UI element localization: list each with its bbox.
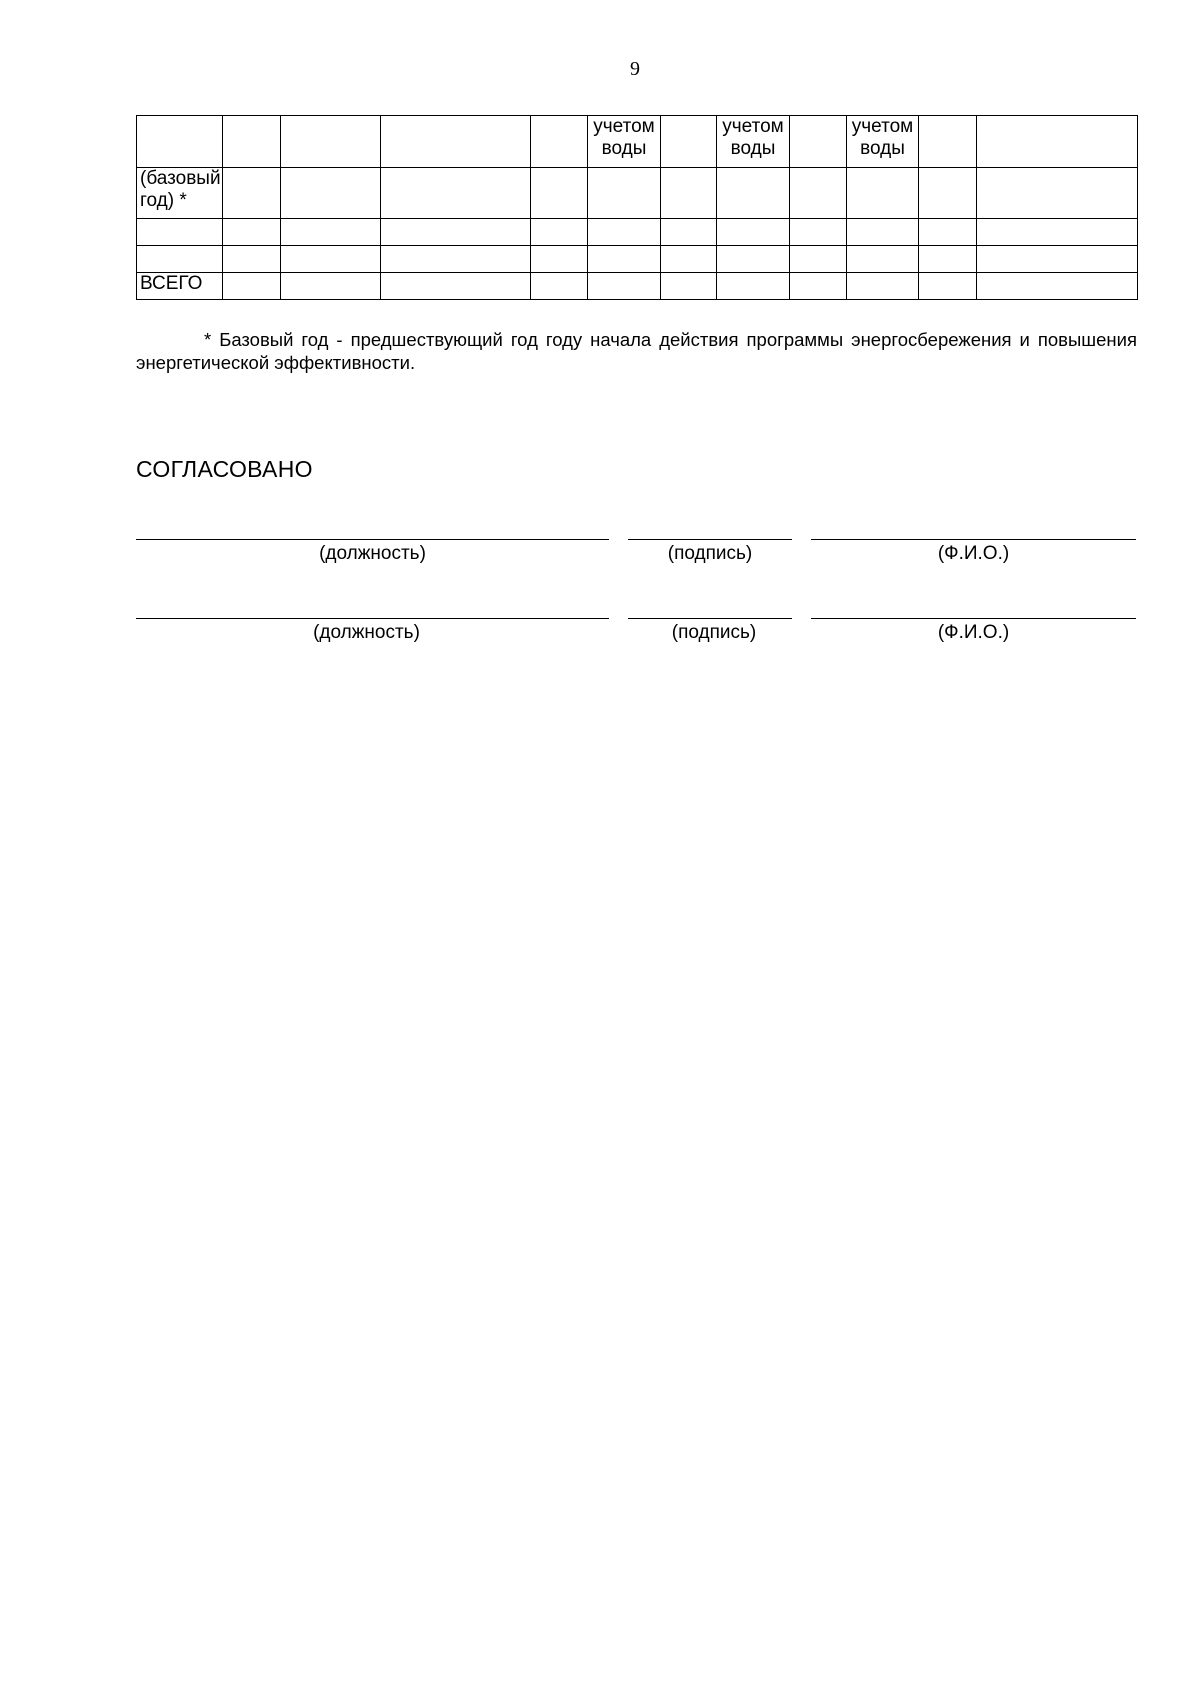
table-cell [588, 273, 661, 300]
table-cell [717, 246, 790, 273]
table-cell [223, 273, 281, 300]
table-cell [381, 219, 531, 246]
position-label: (должность) [313, 622, 420, 643]
name-label: (Ф.И.О.) [937, 622, 1010, 643]
table-cell [661, 219, 717, 246]
table-cell: учетом воды [588, 116, 661, 168]
table-cell [790, 273, 847, 300]
table-cell [281, 219, 381, 246]
table-cell [847, 273, 919, 300]
name-line [811, 539, 1136, 540]
table-cell [531, 273, 588, 300]
table-cell [919, 168, 977, 219]
table-cell [281, 273, 381, 300]
table-cell [531, 219, 588, 246]
data-table [136, 115, 1138, 300]
position-label: (должность) [319, 543, 426, 564]
position-line [136, 539, 609, 540]
table-cell [588, 219, 661, 246]
name-label: (Ф.И.О.) [937, 543, 1010, 564]
table-cell [717, 168, 790, 219]
table-cell [790, 116, 847, 168]
table-cell [137, 219, 223, 246]
position-line [136, 618, 609, 619]
table-cell [661, 116, 717, 168]
table-cell [223, 168, 281, 219]
table-cell [531, 246, 588, 273]
table-cell [919, 246, 977, 273]
table-cell [977, 168, 1138, 219]
table-cell [847, 246, 919, 273]
table-cell [977, 273, 1138, 300]
table-cell [381, 246, 531, 273]
table-cell [919, 116, 977, 168]
table-cell [977, 246, 1138, 273]
table-cell [531, 168, 588, 219]
table-row [137, 116, 1138, 168]
table-cell [281, 116, 381, 168]
table-cell [977, 219, 1138, 246]
table-row-total [137, 273, 1138, 300]
table-cell [588, 168, 661, 219]
table-cell: учетом воды [847, 116, 919, 168]
table-cell [717, 273, 790, 300]
table-cell [661, 273, 717, 300]
page-number: 9 [630, 58, 640, 80]
footnote: * Базовый год - предшествующий год году начала действия программы энергосбережения и повышения энергетической эффективности. [136, 329, 1137, 373]
approval-title: СОГЛАСОВАНО [136, 456, 313, 482]
table-cell [977, 116, 1138, 168]
table-cell [223, 116, 281, 168]
table-cell [790, 168, 847, 219]
total-label-cell: ВСЕГО [137, 273, 223, 300]
table-cell [137, 116, 223, 168]
signature-label: (подпись) [667, 543, 753, 564]
table-cell [281, 168, 381, 219]
table-row [137, 219, 1138, 246]
table-cell [137, 246, 223, 273]
table-cell: учетом воды [717, 116, 790, 168]
signature-label: (подпись) [671, 622, 757, 643]
name-line [811, 618, 1136, 619]
table-cell [790, 246, 847, 273]
table-cell [381, 116, 531, 168]
table-cell [661, 246, 717, 273]
table-cell [223, 219, 281, 246]
signature-line [628, 618, 792, 619]
table-cell [847, 219, 919, 246]
table-cell [717, 219, 790, 246]
table-cell: (базовый год) * [137, 168, 223, 219]
table-cell [919, 273, 977, 300]
table-cell [381, 273, 531, 300]
signature-line [628, 539, 792, 540]
table-row [137, 168, 1138, 219]
table-cell [661, 168, 717, 219]
table-cell [847, 168, 919, 219]
table-cell [531, 116, 588, 168]
table-cell [790, 219, 847, 246]
table-row [137, 246, 1138, 273]
table-cell [381, 168, 531, 219]
table-cell [588, 246, 661, 273]
table-cell [223, 246, 281, 273]
table-cell [919, 219, 977, 246]
table-cell [281, 246, 381, 273]
